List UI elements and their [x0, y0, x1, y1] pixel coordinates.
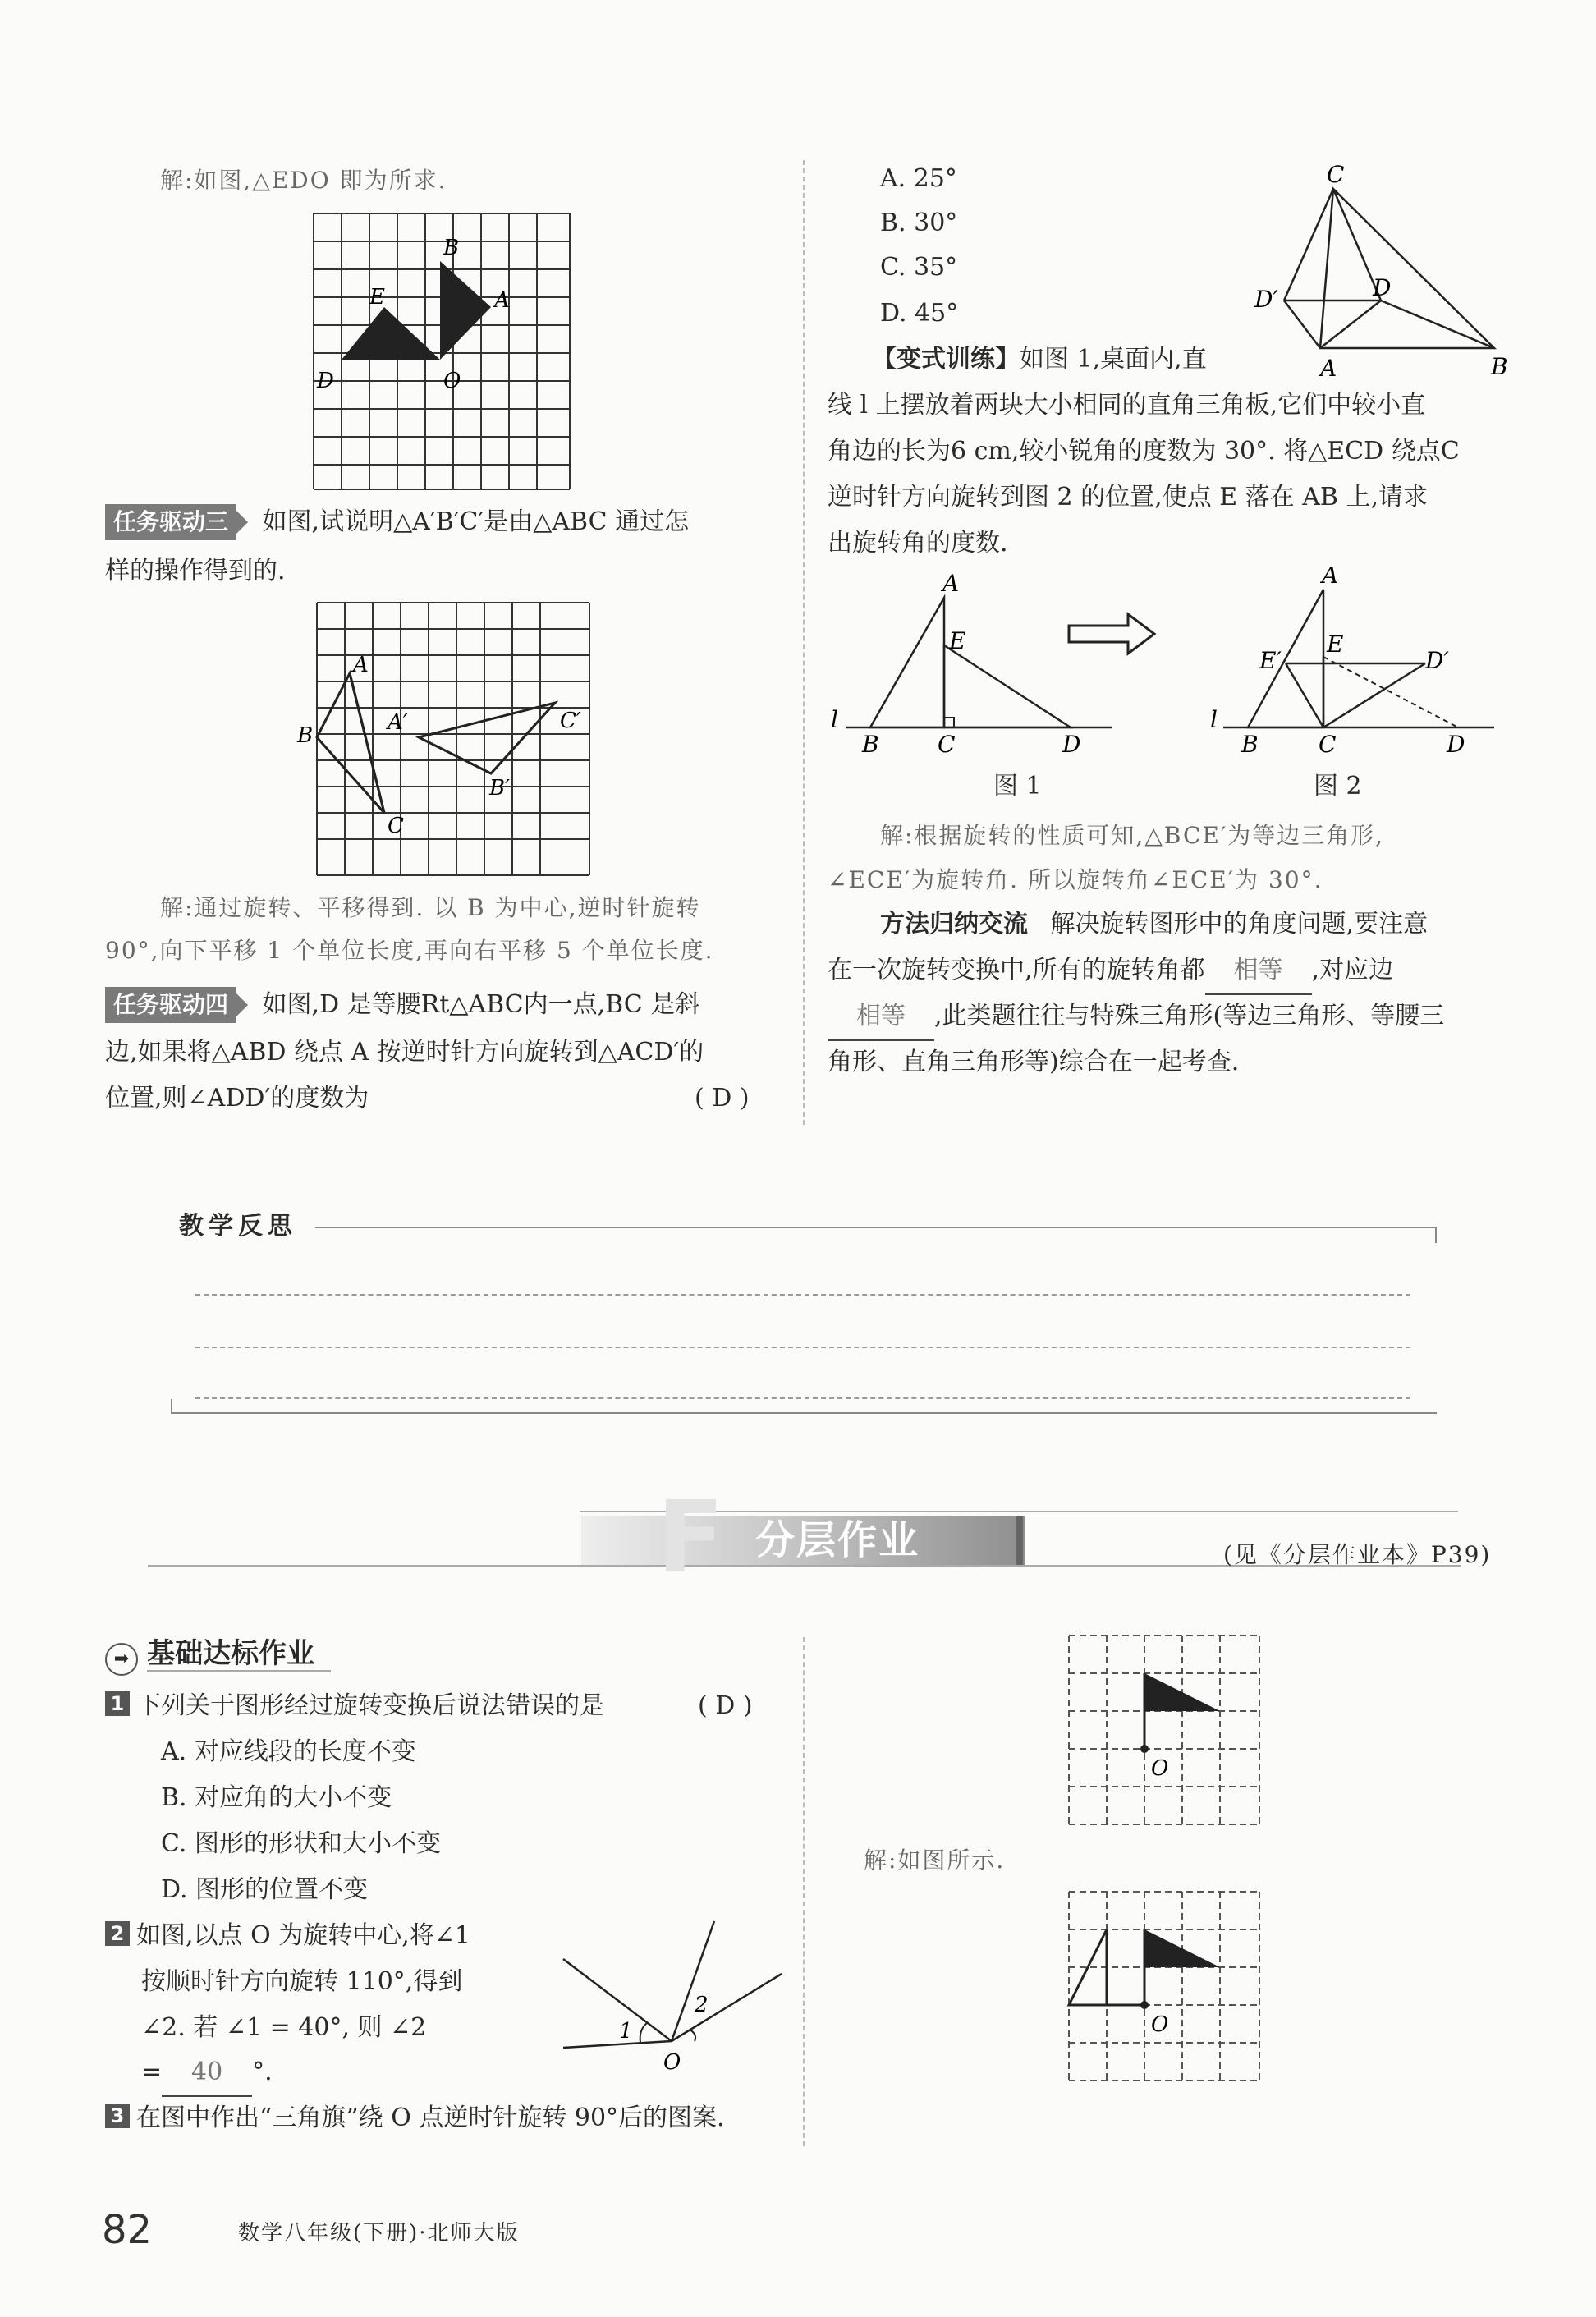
column-divider — [803, 160, 805, 1125]
reflection-line-1[interactable] — [195, 1294, 1410, 1296]
q1-answer: ( D ) — [698, 1691, 753, 1720]
task-4-answer: ( D ) — [695, 1084, 750, 1113]
label-e: E — [369, 285, 385, 310]
q1-number: 1 — [105, 1691, 130, 1716]
variant-text-1: 如图 1,桌面内,直 — [1020, 345, 1207, 374]
method-text-1: 解决旋转图形中的角度问题,要注意 — [1050, 910, 1429, 938]
q1-option-c: C. 图形的形状和大小不变 — [161, 1829, 441, 1858]
grid-figure-2 — [296, 601, 593, 877]
svg-text:l: l — [831, 706, 838, 733]
svg-text:B: B — [1241, 731, 1259, 758]
svg-text:O: O — [1151, 1756, 1169, 1781]
label-d: D — [317, 369, 334, 393]
svg-text:E: E — [1327, 631, 1344, 658]
reflection-title: 教学反思 — [179, 1212, 297, 1241]
q3-solution: 解:如图所示. — [864, 1847, 1006, 1874]
task-3-text-2: 样的操作得到的. — [105, 557, 286, 585]
book-title: 数学八年级(下册)·北师大版 — [238, 2221, 520, 2246]
variant-solution-1: 解:根据旋转的性质可知,△BCE′为等边三角形, — [880, 822, 1385, 849]
method-title: 方法归纳交流 — [880, 910, 1028, 938]
svg-text:1: 1 — [619, 2019, 633, 2044]
svg-text:A: A — [942, 570, 960, 597]
svg-text:A: A — [353, 653, 369, 677]
q3-number: 3 — [105, 2104, 130, 2128]
svg-text:O: O — [1151, 2012, 1169, 2037]
variant-text-5: 出旋转角的度数. — [828, 529, 1008, 557]
q1-option-b: B. 对应角的大小不变 — [161, 1783, 392, 1812]
solution-3-line-1: 解:通过旋转、平移得到. 以 B 为中心,逆时针旋转 — [160, 894, 701, 921]
q1-option-d: D. 图形的位置不变 — [161, 1875, 369, 1904]
q2-text-3: ∠2. 若 ∠1 = 40°, 则 ∠2 — [141, 2013, 427, 2042]
svg-text:D: D — [1373, 274, 1392, 301]
reflection-line-2[interactable] — [195, 1347, 1410, 1348]
q3-text: 在图中作出“三角旗”绕 O 点逆时针旋转 90°后的图案. — [136, 2104, 725, 2132]
svg-text:D: D — [1447, 731, 1465, 758]
svg-text:D′: D′ — [1254, 286, 1278, 313]
svg-text:l: l — [1210, 706, 1218, 733]
option-d: D. 45° — [880, 299, 959, 328]
arrow-icon — [1066, 611, 1159, 657]
svg-text:C: C — [1319, 731, 1337, 758]
solution-3-line-2: 90°,向下平移 1 个单位长度,再向右平移 5 个单位长度. — [105, 937, 714, 964]
task-3 — [105, 499, 689, 545]
flag-grid-rotated — [1064, 1887, 1264, 2087]
section-title: 分层作业 — [755, 1517, 920, 1563]
svg-text:A: A — [1320, 355, 1337, 382]
angle-figure — [534, 1913, 788, 2077]
svg-text:O: O — [663, 2050, 681, 2075]
banner-f-glyph: F — [657, 1481, 724, 1595]
grid-figure-1 — [312, 212, 571, 491]
svg-text:2: 2 — [695, 1993, 709, 2017]
variant-text-4: 逆时针方向旋转到图 2 的位置,使点 E 落在 AB 上,请求 — [828, 483, 1428, 512]
svg-text:B′: B′ — [489, 776, 511, 801]
figure-1 — [821, 567, 1125, 764]
task-4 — [105, 982, 699, 1028]
label-a: A — [494, 288, 510, 313]
q2-text-2: 按顺时针方向旋转 110°,得到 — [141, 1967, 463, 1996]
solution-1: 解:如图,△EDO 即为所求. — [160, 167, 447, 194]
flag-grid-original — [1064, 1631, 1264, 1831]
homework-header: ➡ 基础达标作业 — [105, 1634, 331, 1673]
section-reference: (见《分层作业本》P39) — [1223, 1541, 1492, 1568]
task-3-tag: 任务驱动三 — [105, 504, 236, 540]
shaded-triangle-bao — [440, 261, 491, 360]
variant-tag: 【变式训练】 — [872, 345, 1020, 374]
method-blank-2: 相等 — [828, 993, 934, 1041]
label-o: O — [443, 369, 461, 393]
q2-text-1: 如图,以点 O 为旋转中心,将∠1 — [136, 1921, 470, 1950]
option-b: B. 30° — [880, 209, 958, 237]
q2-number: 2 — [105, 1921, 130, 1946]
svg-text:B: B — [297, 723, 314, 748]
option-a: A. 25° — [880, 164, 957, 193]
variant-text-3: 角边的长为6 cm,较小锐角的度数为 30°. 将△ECD 绕点C — [828, 437, 1460, 466]
homework-header-label: 基础达标作业 — [147, 1637, 331, 1672]
task-4-text: 如图,D 是等腰Rt△ABC内一点,BC 是斜 — [262, 990, 700, 1019]
variant-solution-2: ∠ECE′为旋转角. 所以旋转角∠ECE′为 30°. — [828, 866, 1323, 893]
figure-1-caption: 图 1 — [993, 772, 1042, 801]
reflection-box — [171, 1210, 1435, 1425]
figure-2-caption: 图 2 — [1314, 772, 1362, 801]
svg-text:C: C — [388, 814, 404, 838]
task-4-text-3: 位置,则∠ADD′的度数为 — [105, 1084, 369, 1113]
label-b: B — [443, 236, 460, 260]
task-3-text: 如图,试说明△A′B′C′是由△ABC 通过怎 — [262, 507, 690, 536]
q1-option-a: A. 对应线段的长度不变 — [161, 1737, 416, 1766]
svg-text:E′: E′ — [1259, 647, 1282, 674]
variant-text-2: 线 l 上摆放着两块大小相同的直角三角板,它们中较小直 — [828, 391, 1426, 420]
svg-text:C: C — [1327, 161, 1345, 188]
homework-divider — [803, 1637, 805, 2146]
svg-text:A′: A′ — [388, 710, 408, 735]
method-blank-1: 相等 — [1205, 947, 1312, 995]
task-4-tag: 任务驱动四 — [105, 987, 236, 1023]
page-number: 82 — [102, 2207, 153, 2253]
method-text-4: 角形、直角三角形等)综合在一起考查. — [828, 1048, 1240, 1076]
reflection-line-3[interactable] — [195, 1397, 1410, 1399]
q1-text: 下列关于图形经过旋转变换后说法错误的是 — [136, 1691, 604, 1720]
option-c: C. 35° — [880, 253, 958, 282]
svg-text:D′: D′ — [1425, 647, 1449, 674]
svg-text:B: B — [862, 731, 879, 758]
svg-text:C′: C′ — [560, 709, 581, 733]
svg-text:E: E — [949, 627, 966, 654]
rotation-figure — [1248, 156, 1519, 386]
svg-text:B: B — [1491, 353, 1508, 380]
q2-blank: 40 — [162, 2049, 252, 2097]
svg-text:C: C — [938, 731, 956, 758]
figure-2 — [1199, 567, 1502, 764]
svg-text:A: A — [1322, 567, 1339, 589]
svg-text:D: D — [1062, 731, 1081, 758]
task-4-text-2: 边,如果将△ABD 绕点 A 按逆时针方向旋转到△ACD′的 — [105, 1038, 704, 1067]
